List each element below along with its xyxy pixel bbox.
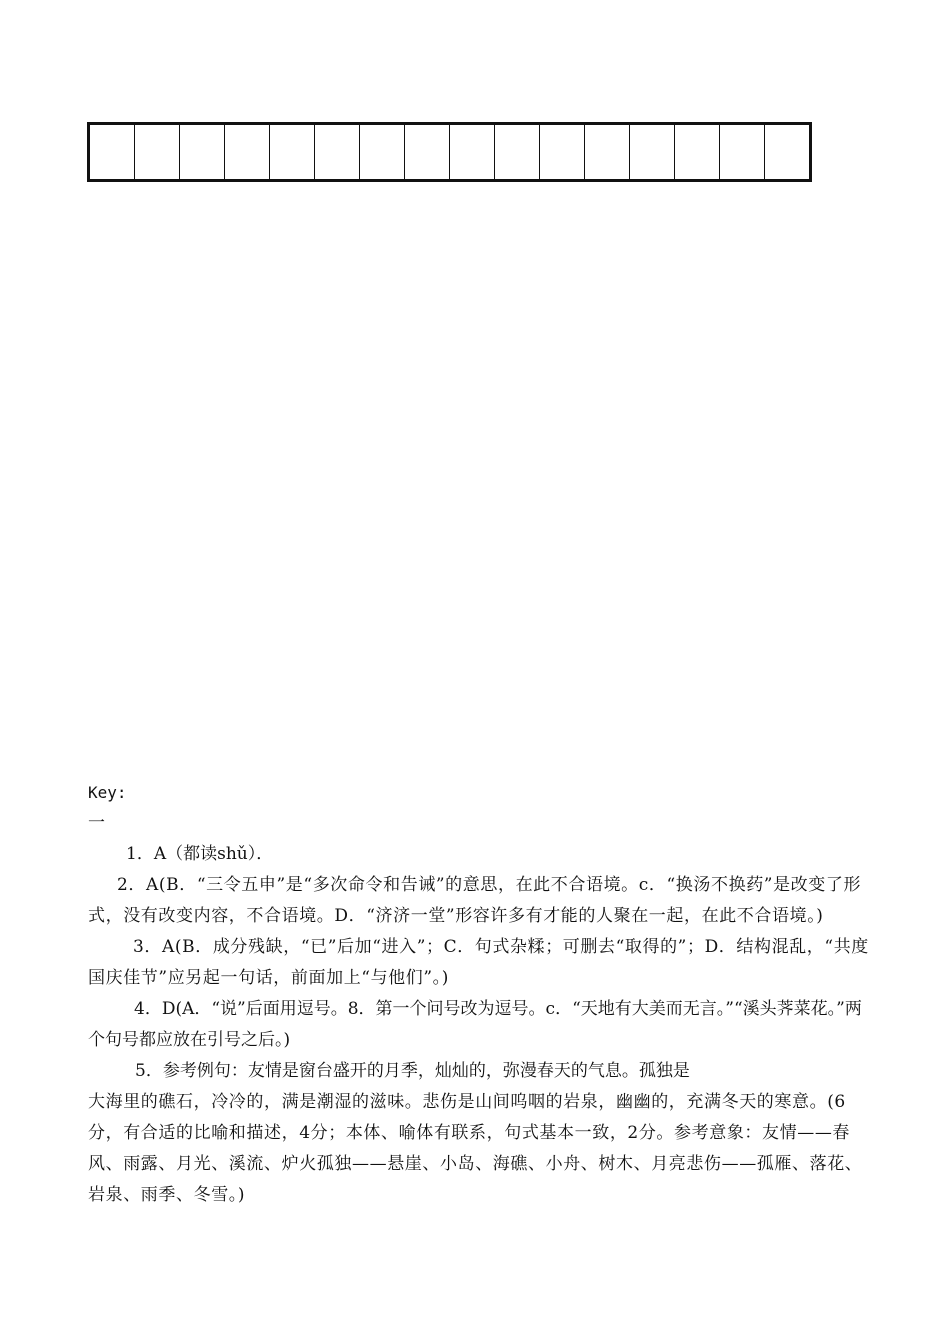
answer-cell — [540, 124, 585, 181]
answer-key — [88, 777, 878, 1211]
answer-item-1: 1．A（都读shǔ）． — [126, 844, 274, 864]
answer-item-5: 5．参考例句：友情是窗台盛开的月季，灿灿的，弥漫春天的气息。孤独是 — [135, 1061, 690, 1081]
answer-cell — [315, 124, 360, 181]
answer-cell — [450, 124, 495, 181]
answer-grid-row — [89, 124, 811, 181]
answer-cell — [630, 124, 675, 181]
answer-cell — [225, 124, 270, 181]
answer-item-5-continued: 大海里的礁石，冷冷的，满是潮湿的滋味。悲伤是山间呜咽的岩泉，幽幽的，充满冬天的寒意。(6分，有合适的比喻和描述，4分；本体、喻体有联系，句式基本一致，2分。参考意象：友情——春风、雨露、月光、溪流、炉火孤独——悬崖、小岛、海礁、小舟、树木、月亮悲伤——孤雁、落花、岩泉、雨季、冬雪。) — [88, 1092, 863, 1205]
answer-cell — [180, 124, 225, 181]
answer-cell — [135, 124, 180, 181]
answer-cell — [89, 124, 135, 181]
answer-cell — [585, 124, 630, 181]
key-title: Key: — [88, 783, 127, 802]
answer-cell — [270, 124, 315, 181]
answer-cell — [720, 124, 765, 181]
answer-cell — [405, 124, 450, 181]
answer-item-2: 2．A(B．“三令五申”是“多次命令和告诫”的意思，在此不合语境。c．“换汤不换药”是改变了形式，没有改变内容，不合语境。D．“济济一堂”形容许多有才能的人聚在一起，在此不合语境。) — [88, 875, 862, 926]
answer-item-4: 4．D(A．“说”后面用逗号。8．第一个问号改为逗号。c．“天地有大美而无言。”“溪头荠菜花。”两个句号都应放在引号之后。) — [88, 999, 862, 1050]
answer-cell — [360, 124, 405, 181]
section-number: 一 — [88, 813, 105, 833]
answer-cell — [765, 124, 811, 181]
answer-cell — [675, 124, 720, 181]
answer-item-3: 3．A(B．成分残缺，“已”后加“进入”；C．句式杂糅；可删去“取得的”；D．结构混乱，“共度国庆佳节”应另起一句话，前面加上“与他们”。) — [88, 937, 869, 988]
answer-grid — [87, 122, 812, 182]
answer-cell — [495, 124, 540, 181]
